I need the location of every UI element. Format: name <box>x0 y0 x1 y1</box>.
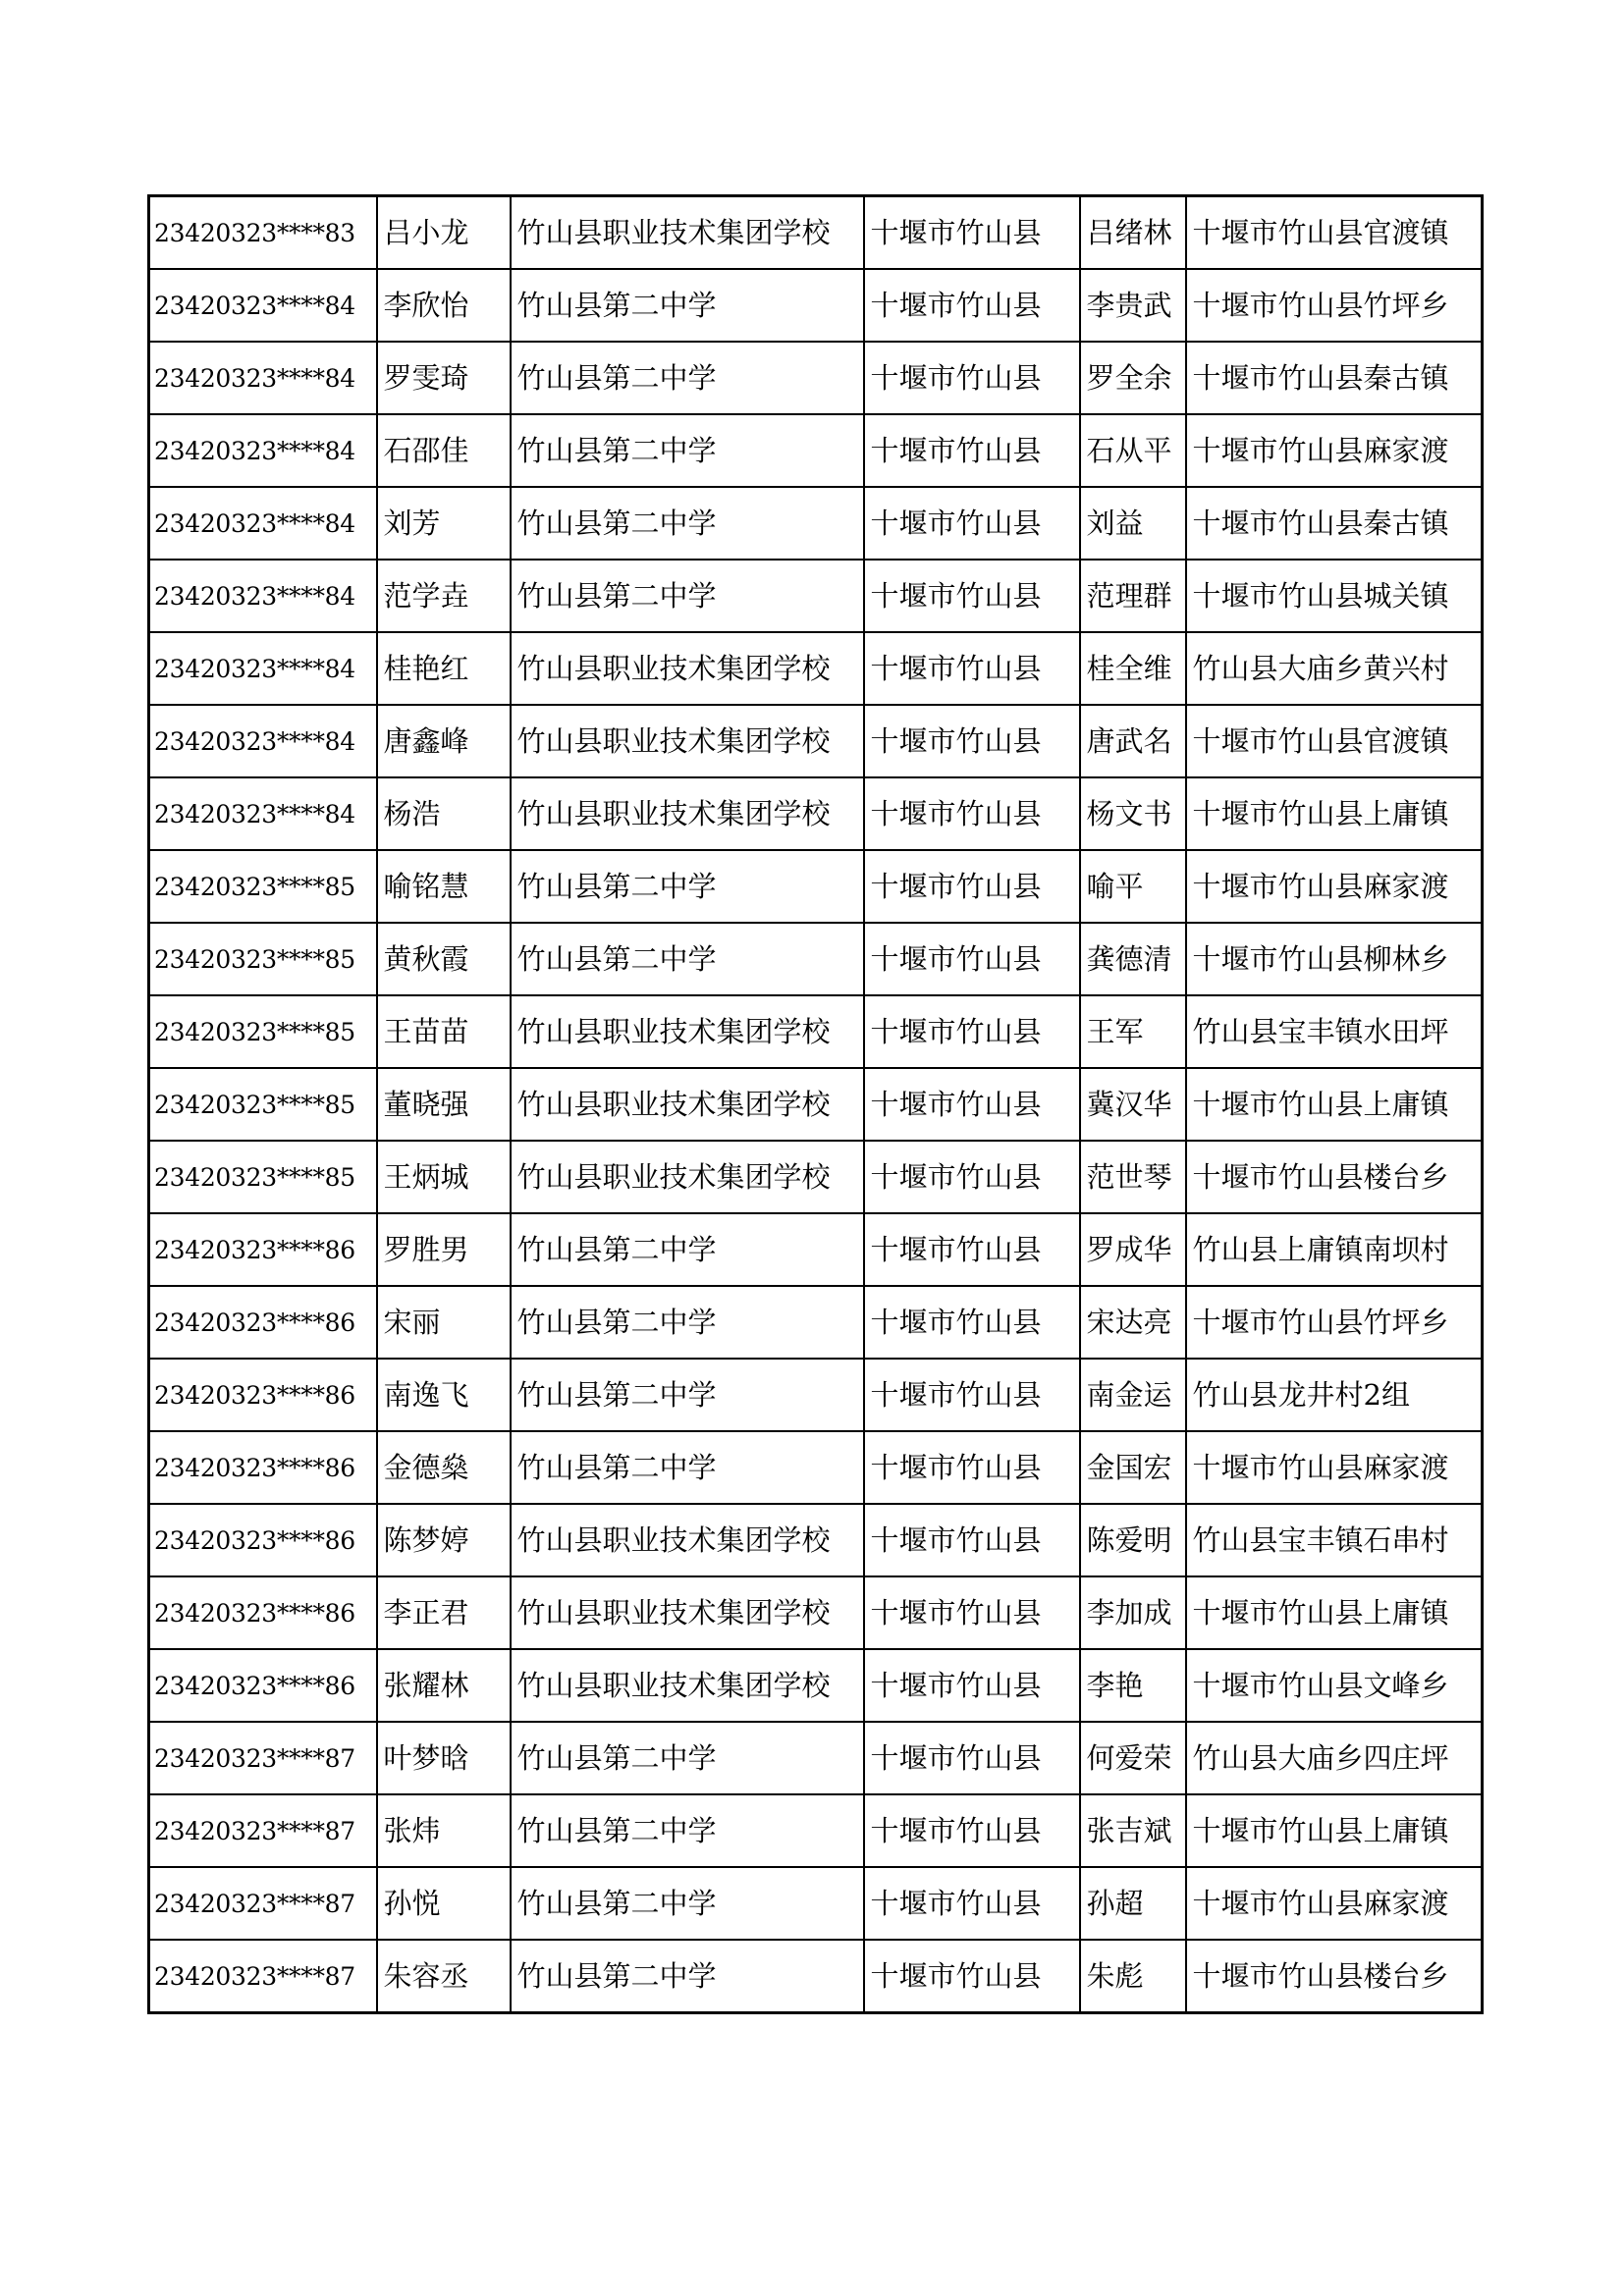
table-row <box>149 1213 1483 1286</box>
guardian-name-cell: 罗全余 <box>1080 342 1186 414</box>
address-cell: 十堰市竹山县文峰乡 <box>1186 1649 1483 1722</box>
guardian-name-cell: 喻平 <box>1080 850 1186 923</box>
address-cell: 十堰市竹山县上庸镇 <box>1186 1576 1483 1649</box>
table-row <box>149 632 1483 705</box>
school-cell: 竹山县职业技术集团学校 <box>511 632 864 705</box>
address-cell: 十堰市竹山县上庸镇 <box>1186 777 1483 850</box>
student-id-cell: 23420323****84 <box>149 414 377 487</box>
region-cell: 十堰市竹山县 <box>864 1213 1080 1286</box>
student-name-cell: 石邵佳 <box>377 414 511 487</box>
table-row <box>149 1794 1483 1867</box>
address-cell: 竹山县大庙乡黄兴村 <box>1186 632 1483 705</box>
school-cell: 竹山县第二中学 <box>511 1431 864 1504</box>
guardian-name-cell: 范理群 <box>1080 560 1186 632</box>
address-cell: 十堰市竹山县楼台乡 <box>1186 1940 1483 2013</box>
region-cell: 十堰市竹山县 <box>864 1940 1080 2013</box>
guardian-name-cell: 桂全维 <box>1080 632 1186 705</box>
region-cell: 十堰市竹山县 <box>864 923 1080 995</box>
table-row <box>149 1068 1483 1141</box>
address-cell: 竹山县大庙乡四庄坪 <box>1186 1722 1483 1794</box>
address-cell: 十堰市竹山县麻家渡 <box>1186 414 1483 487</box>
table-row <box>149 269 1483 342</box>
guardian-name-cell: 陈爱明 <box>1080 1504 1186 1576</box>
student-name-cell: 王炳城 <box>377 1141 511 1213</box>
region-cell: 十堰市竹山县 <box>864 777 1080 850</box>
student-id-cell: 23420323****85 <box>149 850 377 923</box>
student-id-cell: 23420323****85 <box>149 923 377 995</box>
region-cell: 十堰市竹山县 <box>864 1431 1080 1504</box>
student-name-cell: 罗雯琦 <box>377 342 511 414</box>
guardian-name-cell: 石从平 <box>1080 414 1186 487</box>
address-cell: 十堰市竹山县上庸镇 <box>1186 1794 1483 1867</box>
school-cell: 竹山县第二中学 <box>511 487 864 560</box>
guardian-name-cell: 吕绪林 <box>1080 196 1186 270</box>
table-row <box>149 1649 1483 1722</box>
school-cell: 竹山县第二中学 <box>511 1359 864 1431</box>
region-cell: 十堰市竹山县 <box>864 342 1080 414</box>
student-id-cell: 23420323****87 <box>149 1722 377 1794</box>
address-cell: 竹山县龙井村2组 <box>1186 1359 1483 1431</box>
guardian-name-cell: 王军 <box>1080 995 1186 1068</box>
roster-table <box>147 194 1484 2014</box>
address-cell: 十堰市竹山县柳林乡 <box>1186 923 1483 995</box>
student-id-cell: 23420323****83 <box>149 196 377 270</box>
guardian-name-cell: 罗成华 <box>1080 1213 1186 1286</box>
student-name-cell: 范学垚 <box>377 560 511 632</box>
school-cell: 竹山县第二中学 <box>511 1940 864 2013</box>
table-row <box>149 1722 1483 1794</box>
school-cell: 竹山县第二中学 <box>511 850 864 923</box>
student-name-cell: 罗胜男 <box>377 1213 511 1286</box>
student-id-cell: 23420323****85 <box>149 1141 377 1213</box>
student-name-cell: 桂艳红 <box>377 632 511 705</box>
address-cell: 十堰市竹山县楼台乡 <box>1186 1141 1483 1213</box>
region-cell: 十堰市竹山县 <box>864 1359 1080 1431</box>
address-cell: 竹山县宝丰镇石串村 <box>1186 1504 1483 1576</box>
student-id-cell: 23420323****86 <box>149 1649 377 1722</box>
table-row <box>149 1504 1483 1576</box>
school-cell: 竹山县第二中学 <box>511 1794 864 1867</box>
table-row <box>149 414 1483 487</box>
guardian-name-cell: 刘益 <box>1080 487 1186 560</box>
guardian-name-cell: 李艳 <box>1080 1649 1186 1722</box>
student-name-cell: 李欣怡 <box>377 269 511 342</box>
student-id-cell: 23420323****84 <box>149 560 377 632</box>
guardian-name-cell: 冀汉华 <box>1080 1068 1186 1141</box>
address-cell: 十堰市竹山县麻家渡 <box>1186 1431 1483 1504</box>
table-row <box>149 850 1483 923</box>
guardian-name-cell: 何爱荣 <box>1080 1722 1186 1794</box>
student-name-cell: 董晓强 <box>377 1068 511 1141</box>
guardian-name-cell: 范世琴 <box>1080 1141 1186 1213</box>
school-cell: 竹山县第二中学 <box>511 923 864 995</box>
table-row <box>149 705 1483 777</box>
student-id-cell: 23420323****84 <box>149 342 377 414</box>
school-cell: 竹山县第二中学 <box>511 1722 864 1794</box>
school-cell: 竹山县职业技术集团学校 <box>511 1068 864 1141</box>
student-name-cell: 黄秋霞 <box>377 923 511 995</box>
guardian-name-cell: 孙超 <box>1080 1867 1186 1940</box>
student-name-cell: 刘芳 <box>377 487 511 560</box>
school-cell: 竹山县第二中学 <box>511 269 864 342</box>
student-id-cell: 23420323****84 <box>149 632 377 705</box>
address-cell: 十堰市竹山县城关镇 <box>1186 560 1483 632</box>
region-cell: 十堰市竹山县 <box>864 1141 1080 1213</box>
table-row <box>149 1576 1483 1649</box>
region-cell: 十堰市竹山县 <box>864 1504 1080 1576</box>
student-name-cell: 叶梦晗 <box>377 1722 511 1794</box>
guardian-name-cell: 张吉斌 <box>1080 1794 1186 1867</box>
table-row <box>149 196 1483 270</box>
address-cell: 十堰市竹山县麻家渡 <box>1186 1867 1483 1940</box>
student-id-cell: 23420323****87 <box>149 1794 377 1867</box>
region-cell: 十堰市竹山县 <box>864 1794 1080 1867</box>
student-name-cell: 孙悦 <box>377 1867 511 1940</box>
table-row <box>149 1867 1483 1940</box>
roster-table-body <box>149 196 1483 2013</box>
table-row <box>149 1286 1483 1359</box>
school-cell: 竹山县职业技术集团学校 <box>511 777 864 850</box>
address-cell: 十堰市竹山县秦古镇 <box>1186 342 1483 414</box>
region-cell: 十堰市竹山县 <box>864 705 1080 777</box>
student-id-cell: 23420323****87 <box>149 1940 377 2013</box>
guardian-name-cell: 龚德清 <box>1080 923 1186 995</box>
region-cell: 十堰市竹山县 <box>864 1068 1080 1141</box>
guardian-name-cell: 杨文书 <box>1080 777 1186 850</box>
student-id-cell: 23420323****84 <box>149 777 377 850</box>
address-cell: 十堰市竹山县官渡镇 <box>1186 196 1483 270</box>
region-cell: 十堰市竹山县 <box>864 1867 1080 1940</box>
table-row <box>149 995 1483 1068</box>
address-cell: 十堰市竹山县官渡镇 <box>1186 705 1483 777</box>
guardian-name-cell: 宋达亮 <box>1080 1286 1186 1359</box>
school-cell: 竹山县职业技术集团学校 <box>511 995 864 1068</box>
school-cell: 竹山县第二中学 <box>511 1213 864 1286</box>
table-row <box>149 1359 1483 1431</box>
table-row <box>149 1940 1483 2013</box>
address-cell: 竹山县上庸镇南坝村 <box>1186 1213 1483 1286</box>
table-row <box>149 487 1483 560</box>
region-cell: 十堰市竹山县 <box>864 1722 1080 1794</box>
student-name-cell: 张耀林 <box>377 1649 511 1722</box>
region-cell: 十堰市竹山县 <box>864 1286 1080 1359</box>
guardian-name-cell: 南金运 <box>1080 1359 1186 1431</box>
address-cell: 十堰市竹山县麻家渡 <box>1186 850 1483 923</box>
guardian-name-cell: 李贵武 <box>1080 269 1186 342</box>
region-cell: 十堰市竹山县 <box>864 995 1080 1068</box>
student-id-cell: 23420323****87 <box>149 1867 377 1940</box>
address-cell: 竹山县宝丰镇水田坪 <box>1186 995 1483 1068</box>
student-id-cell: 23420323****86 <box>149 1576 377 1649</box>
student-name-cell: 杨浩 <box>377 777 511 850</box>
table-row <box>149 777 1483 850</box>
table-row <box>149 560 1483 632</box>
table-row <box>149 1141 1483 1213</box>
student-name-cell: 金德燊 <box>377 1431 511 1504</box>
school-cell: 竹山县第二中学 <box>511 1867 864 1940</box>
school-cell: 竹山县第二中学 <box>511 414 864 487</box>
region-cell: 十堰市竹山县 <box>864 196 1080 270</box>
student-name-cell: 宋丽 <box>377 1286 511 1359</box>
table-row <box>149 1431 1483 1504</box>
region-cell: 十堰市竹山县 <box>864 487 1080 560</box>
guardian-name-cell: 朱彪 <box>1080 1940 1186 2013</box>
student-name-cell: 李正君 <box>377 1576 511 1649</box>
region-cell: 十堰市竹山县 <box>864 414 1080 487</box>
student-name-cell: 陈梦婷 <box>377 1504 511 1576</box>
student-name-cell: 王苗苗 <box>377 995 511 1068</box>
student-id-cell: 23420323****86 <box>149 1504 377 1576</box>
address-cell: 十堰市竹山县竹坪乡 <box>1186 1286 1483 1359</box>
table-row <box>149 342 1483 414</box>
student-id-cell: 23420323****86 <box>149 1359 377 1431</box>
address-cell: 十堰市竹山县上庸镇 <box>1186 1068 1483 1141</box>
region-cell: 十堰市竹山县 <box>864 1649 1080 1722</box>
region-cell: 十堰市竹山县 <box>864 1576 1080 1649</box>
student-id-cell: 23420323****85 <box>149 1068 377 1141</box>
guardian-name-cell: 金国宏 <box>1080 1431 1186 1504</box>
region-cell: 十堰市竹山县 <box>864 632 1080 705</box>
school-cell: 竹山县第二中学 <box>511 342 864 414</box>
student-name-cell: 张炜 <box>377 1794 511 1867</box>
region-cell: 十堰市竹山县 <box>864 560 1080 632</box>
student-id-cell: 23420323****86 <box>149 1213 377 1286</box>
region-cell: 十堰市竹山县 <box>864 850 1080 923</box>
address-cell: 十堰市竹山县竹坪乡 <box>1186 269 1483 342</box>
school-cell: 竹山县职业技术集团学校 <box>511 1504 864 1576</box>
table-row <box>149 923 1483 995</box>
student-id-cell: 23420323****84 <box>149 487 377 560</box>
student-id-cell: 23420323****85 <box>149 995 377 1068</box>
student-name-cell: 唐鑫峰 <box>377 705 511 777</box>
school-cell: 竹山县职业技术集团学校 <box>511 196 864 270</box>
address-cell: 十堰市竹山县秦古镇 <box>1186 487 1483 560</box>
student-name-cell: 南逸飞 <box>377 1359 511 1431</box>
guardian-name-cell: 唐武名 <box>1080 705 1186 777</box>
school-cell: 竹山县第二中学 <box>511 1286 864 1359</box>
school-cell: 竹山县职业技术集团学校 <box>511 1649 864 1722</box>
student-name-cell: 朱容丞 <box>377 1940 511 2013</box>
student-id-cell: 23420323****84 <box>149 705 377 777</box>
student-id-cell: 23420323****86 <box>149 1431 377 1504</box>
student-name-cell: 吕小龙 <box>377 196 511 270</box>
school-cell: 竹山县职业技术集团学校 <box>511 1576 864 1649</box>
school-cell: 竹山县第二中学 <box>511 560 864 632</box>
school-cell: 竹山县职业技术集团学校 <box>511 1141 864 1213</box>
student-id-cell: 23420323****86 <box>149 1286 377 1359</box>
school-cell: 竹山县职业技术集团学校 <box>511 705 864 777</box>
guardian-name-cell: 李加成 <box>1080 1576 1186 1649</box>
student-id-cell: 23420323****84 <box>149 269 377 342</box>
region-cell: 十堰市竹山县 <box>864 269 1080 342</box>
student-name-cell: 喻铭慧 <box>377 850 511 923</box>
